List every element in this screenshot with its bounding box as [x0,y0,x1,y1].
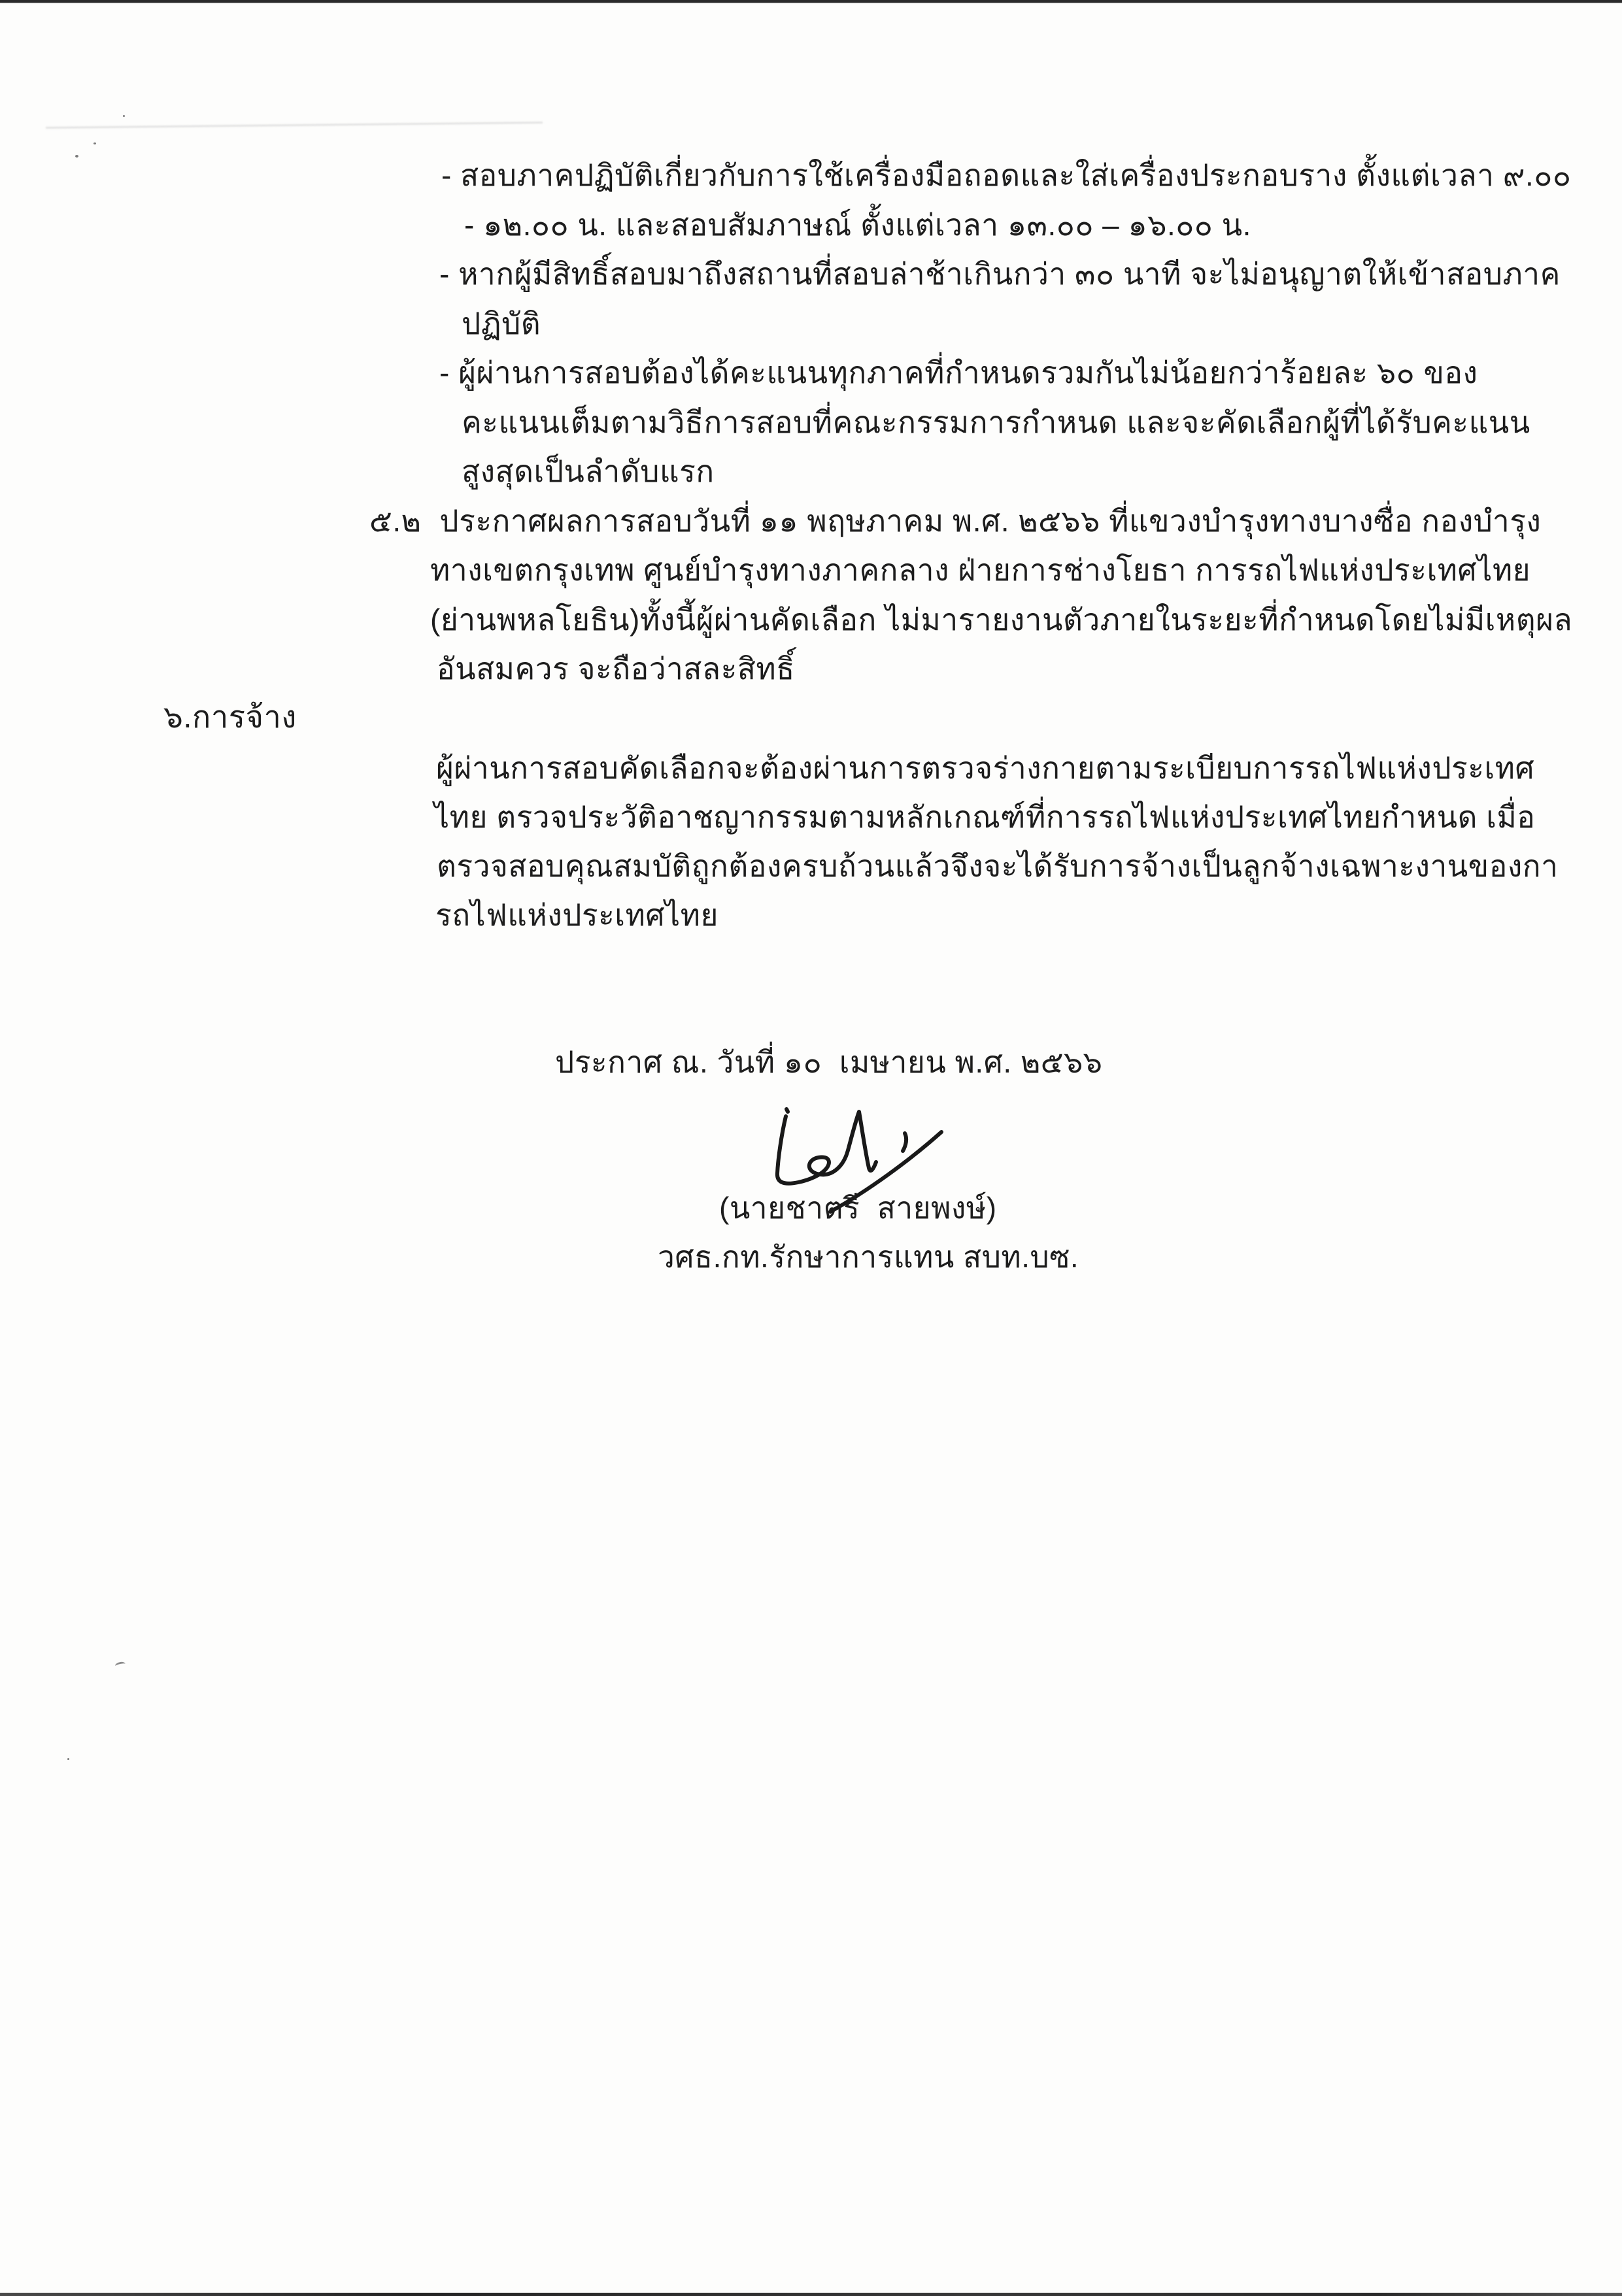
section-6-para-line3: ตรวจสอบคุณสมบัติถูกต้องครบถ้วนแล้วจึงจะได้รับการจ้างเป็นลูกจ้างเฉพาะงานของกา [437,849,1559,883]
exam-passing-line1: - ผู้ผ่านการสอบต้องได้คะแนนทุกภาคที่กำหนดรวมกันไม่น้อยกว่าร้อยละ ๖๐ ของ [439,356,1478,390]
scan-speck [75,155,78,158]
scan-edge-top [0,0,1622,4]
section-6-heading: ๖.การจ้าง [163,699,297,734]
exam-practical-line1: - สอบภาคปฏิบัติเกี่ยวกับการใช้เครื่องมือถอดและใส่เครื่องประกอบราง ตั้งแต่เวลา ๙.๐๐ [441,158,1572,192]
exam-late-line1: - หากผู้มีสิทธิ์สอบมาถึงสถานที่สอบล่าช้าเกินกว่า ๓๐ นาที จะไม่อนุญาตให้เข้าสอบภาค [439,257,1561,291]
signer-title: วศธ.กท.รักษาการแทน สบท.บซ. [658,1240,1079,1274]
scan-speck [67,1758,69,1760]
section-6-para-line4: รถไฟแห่งประเทศไทย [435,898,718,932]
scan-speck [93,142,96,144]
scan-speck [123,115,125,117]
clause-5-2-line3: (ย่านพหลโยธิน)ทั้งนี้ผู้ผ่านคัดเลือก ไม่มารายงานตัวภายในระยะที่กำหนดโดยไม่มีเหตุผล [430,603,1573,637]
announce-date-line: ประกาศ ณ. วันที่ ๑๐ เมษายน พ.ศ. ๒๕๖๖ [555,1045,1103,1079]
clause-5-2-text: ประกาศผลการสอบวันที่ ๑๑ พฤษภาคม พ.ศ. ๒๕๖๖ ที่แขวงบำรุงทางบางซื่อ กองบำรุง [439,504,1542,538]
signer-name: (นายชาตรี สายพงษ์) [719,1191,997,1225]
exam-passing-line3: สูงสุดเป็นลำดับแรก [462,454,715,488]
scan-squiggle [114,1661,126,1669]
clause-5-2-line1 [369,501,1541,541]
paper-crease [46,122,543,129]
scan-edge-bottom [0,2293,1622,2296]
clause-5-2-number: ๕.๒ [369,504,422,538]
clause-5-2-line2: ทางเขตกรุงเทพ ศูนย์บำรุงทางภาคกลาง ฝ่ายการช่างโยธา การรถไฟแห่งประเทศไทย [430,553,1531,587]
exam-passing-line2: คะแนนเต็มตามวิธีการสอบที่คณะกรรมการกำหนด และจะคัดเลือกผู้ที่ได้รับคะแนน [462,405,1530,439]
exam-practical-line2: - ๑๒.๐๐ น. และสอบสัมภาษณ์ ตั้งแต่เวลา ๑๓.๐๐ – ๑๖.๐๐ น. [464,208,1251,242]
exam-late-line2: ปฏิบัติ [462,307,541,341]
clause-5-2-line4: อันสมควร จะถือว่าสละสิทธิ์ [437,652,795,686]
section-6-para-line1: ผู้ผ่านการสอบคัดเลือกจะต้องผ่านการตรวจร่างกายตามระเบียบการรถไฟแห่งประเทศ [436,751,1535,785]
section-6-para-line2: ไทย ตรวจประวัติอาชญากรรมตามหลักเกณฑ์ที่การรถไฟแห่งประเทศไทยกำหนด เมื่อ [434,800,1536,834]
